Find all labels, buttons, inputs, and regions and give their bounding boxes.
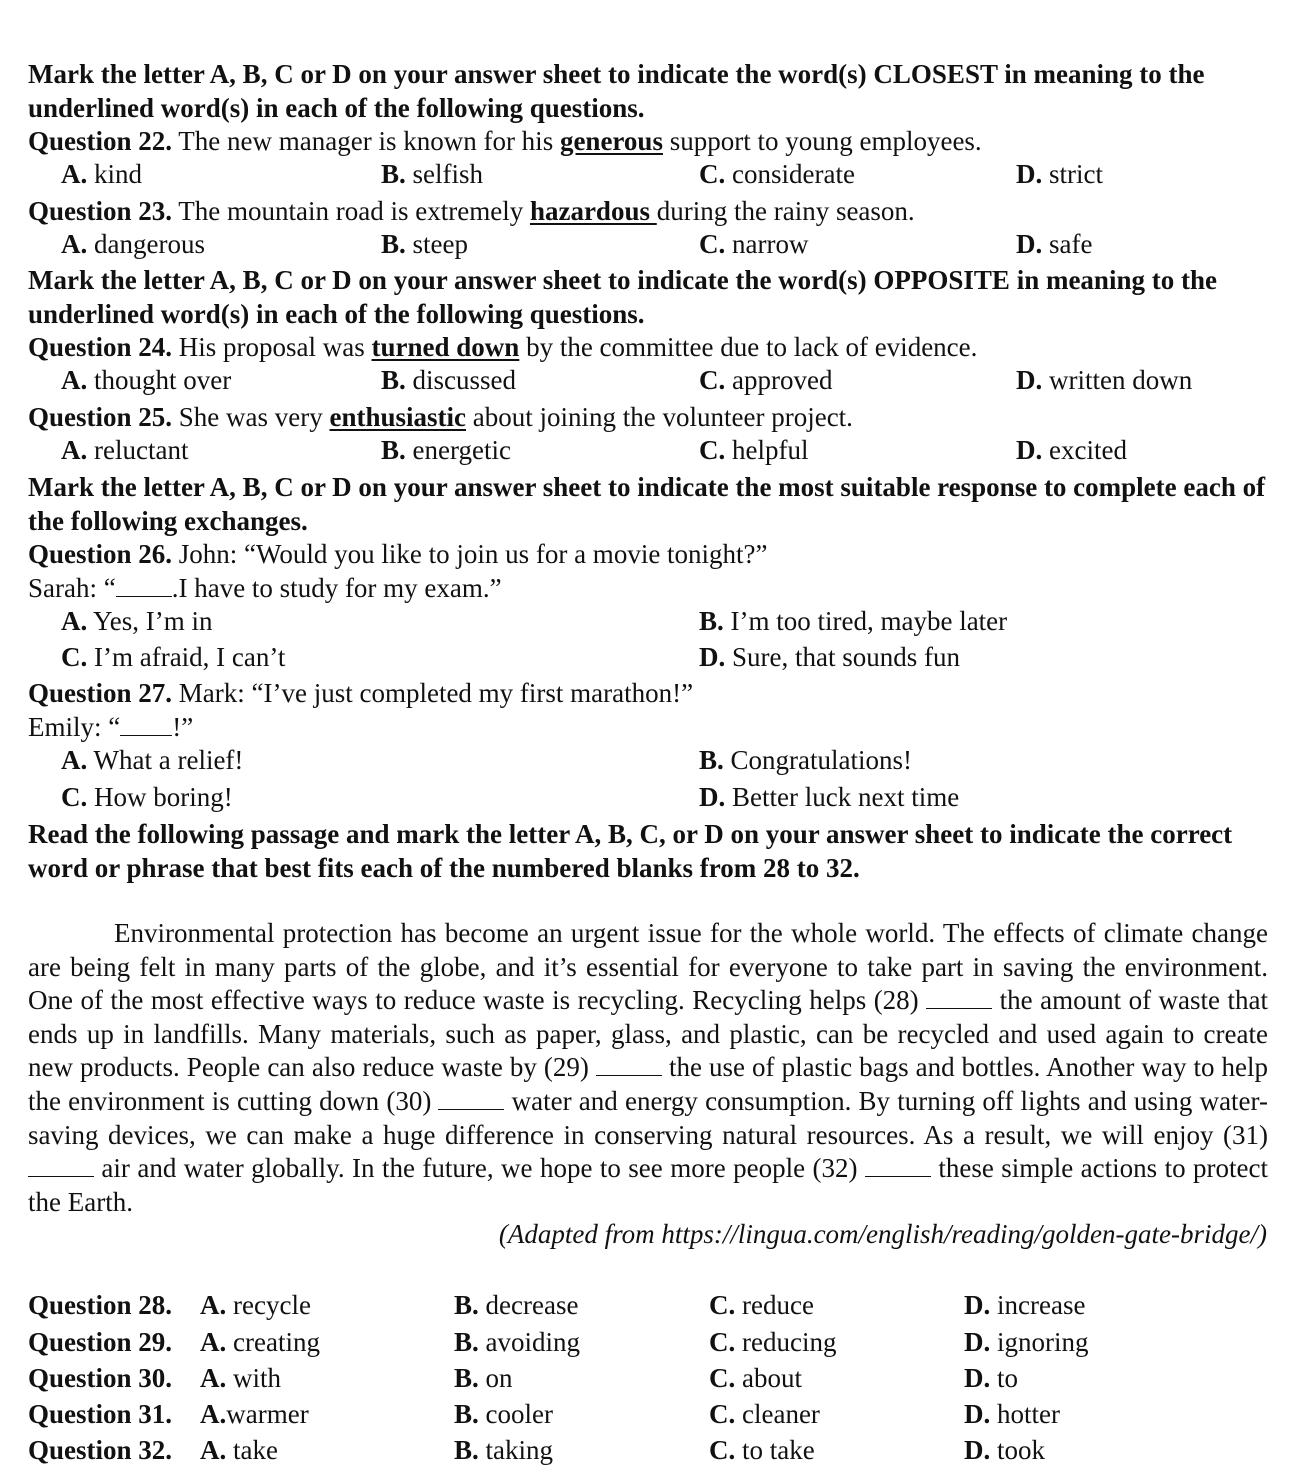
question-label: Question 32. [28,1435,173,1465]
question-23 [28,195,1268,228]
q22-option-b[interactable]: B. selfish [381,159,484,189]
option-d[interactable]: D. hotter [964,1399,1060,1429]
q22-option-a[interactable]: A. kind [61,159,143,189]
option-d[interactable]: D. took [964,1435,1046,1465]
option-c[interactable]: C. reducing [709,1327,837,1357]
question-label: Question 31. [28,1399,173,1429]
blank-32[interactable] [865,1156,931,1177]
q25-option-a[interactable]: A. reluctant [61,435,189,465]
blank-30[interactable] [438,1089,504,1110]
stem-text: John: “Would you like to join us for a movie tonight?” [172,539,768,569]
blank-29[interactable] [596,1055,662,1076]
q23-option-b[interactable]: B. steep [381,229,468,259]
q26-option-b[interactable]: B. I’m too tired, maybe later [699,606,1008,636]
stem-text: His proposal was [172,332,372,362]
stem-text: The new manager is known for his [172,126,560,156]
question-label: Question 22. [28,126,173,156]
q26-option-a[interactable]: A. Yes, I’m in [61,606,213,636]
option-c[interactable]: C. to take [709,1435,815,1465]
question-label: Question 23. [28,196,173,226]
option-b[interactable]: B. cooler [454,1399,553,1429]
q27-option-c[interactable]: C. How boring! [61,782,233,812]
q23-option-d[interactable]: D. safe [1016,229,1093,259]
blank-28[interactable] [926,988,992,1009]
option-c[interactable]: C. reduce [709,1290,814,1320]
option-b[interactable]: B. avoiding [454,1327,581,1357]
stem-text: The mountain road is extremely [172,196,530,226]
passage-source: (Adapted from https://lingua.com/english/reading/golden-gate-bridge/) [498,1219,1267,1249]
stem-text: about joining the volunteer project. [466,402,853,432]
q22-option-d[interactable]: D. strict [1016,159,1103,189]
option-b[interactable]: B. taking [454,1435,554,1465]
section-heading-exchange: Mark the letter A, B, C or D on your answer sheet to indicate the most suitable response to complete each of the following exchanges. [28,472,1266,536]
q25-option-d[interactable]: D. excited [1016,435,1127,465]
q27-option-d[interactable]: D. Better luck next time [699,782,960,812]
stem-text: during the rainy season. [656,196,915,226]
underlined-word: turned down [371,332,520,362]
question-26-response: Sarah: “ .I have to study for my exam.” [28,573,502,603]
option-d[interactable]: D. to [964,1363,1019,1393]
option-a[interactable]: A. creating [200,1327,320,1357]
question-label: Question 27. [28,678,173,708]
reading-passage: Environmental protection has become an urgent issue for the whole world. The effects of climate change are being felt in many parts of the globe, and it’s essential for everyone to take part in saving the environment. One of the most effective ways to reduce waste is recycling. Recycling helps (28) the amount of waste that ends up in landfills. Many materials, such as paper, glass, and plastic, can be recycled and used again to create new products. People can also reduce waste by (29) the use of plastic bags and bottles. Another way to help the environment is cutting down (30) water and energy consumption. By turning off lights and using water-saving devices, we can make a huge difference in conserving natural resources. As a result, we will enjoy (31) air and water globally. In the future, we hope to see more people (32) these simple actions to protect the Earth. [28,918,1269,1217]
stem-text: support to young employees. [662,126,982,156]
option-d[interactable]: D. increase [964,1290,1086,1320]
option-a[interactable]: A. recycle [200,1290,311,1320]
question-22 [28,125,1268,158]
option-a[interactable]: A.warmer [200,1399,309,1429]
stem-text: She was very [172,402,330,432]
q25-option-b[interactable]: B. energetic [381,435,511,465]
option-c[interactable]: C. about [709,1363,802,1393]
q24-option-b[interactable]: B. discussed [381,365,517,395]
q23-option-a[interactable]: A. dangerous [61,229,205,259]
question-26 [28,538,1268,571]
question-label: Question 26. [28,539,173,569]
option-b[interactable]: B. on [454,1363,513,1393]
option-d[interactable]: D. ignoring [964,1327,1089,1357]
option-a[interactable]: A. with [200,1363,282,1393]
q22-option-c[interactable]: C. considerate [699,159,855,189]
q26-option-d[interactable]: D. Sure, that sounds fun [699,642,960,672]
q24-option-d[interactable]: D. written down [1016,365,1193,395]
answer-blank[interactable] [120,713,172,736]
question-label: Question 30. [28,1363,173,1393]
q26-option-c[interactable]: C. I’m afraid, I can’t [61,642,286,672]
stem-text: by the committee due to lack of evidence. [519,332,978,362]
stem-text: Mark: “I’ve just completed my first marathon!” [172,678,694,708]
section-heading-reading: Read the following passage and mark the letter A, B, C, or D on your answer sheet to indicate the correct word or phrase that best fits each of the numbered blanks from 28 to 32. [28,819,1233,883]
question-24 [28,331,1268,364]
option-b[interactable]: B. decrease [454,1290,579,1320]
option-a[interactable]: A. take [200,1435,278,1465]
q27-option-a[interactable]: A. What a relief! [61,745,244,775]
question-label: Question 25. [28,402,173,432]
answer-blank[interactable] [116,574,172,597]
underlined-word: enthusiastic [329,402,467,432]
question-label: Question 28. [28,1290,173,1320]
q27-option-b[interactable]: B. Congratulations! [699,745,912,775]
section-heading-opposite: Mark the letter A, B, C or D on your answer sheet to indicate the word(s) OPPOSITE in meaning to the underlined word(s) in each of the following questions. [28,265,1217,329]
underlined-word: generous [559,126,663,156]
q23-option-c[interactable]: C. narrow [699,229,809,259]
underlined-word: hazardous [529,196,657,226]
q24-option-a[interactable]: A. thought over [61,365,232,395]
question-27-response: Emily: “ !” [28,712,194,742]
q24-option-c[interactable]: C. approved [699,365,833,395]
question-25 [28,401,1268,434]
question-label: Question 24. [28,332,173,362]
question-27 [28,677,1268,710]
option-c[interactable]: C. cleaner [709,1399,820,1429]
question-label: Question 29. [28,1327,173,1357]
section-heading-closest: Mark the letter A, B, C or D on your answer sheet to indicate the word(s) CLOSEST in meaning to the underlined word(s) in each of the following questions. [28,59,1205,123]
blank-31[interactable] [28,1156,94,1177]
q25-option-c[interactable]: C. helpful [699,435,809,465]
